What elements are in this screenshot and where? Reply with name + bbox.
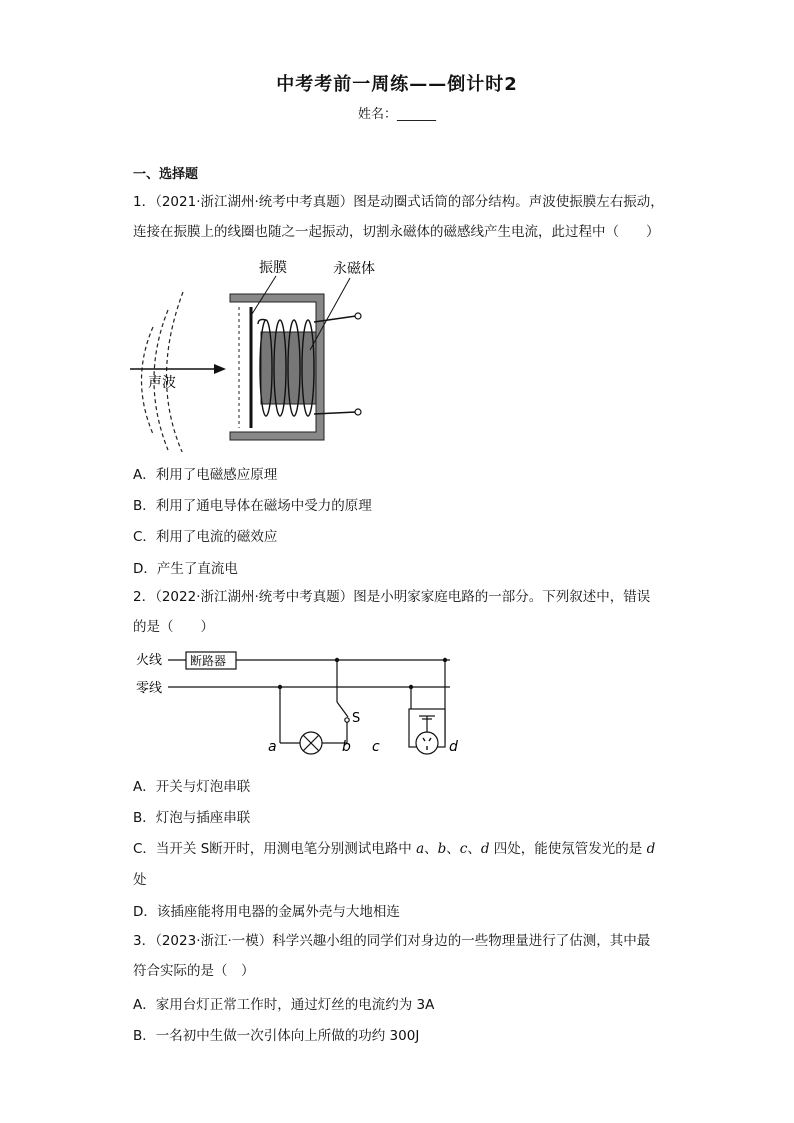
- q2-option-c[interactable]: C．当开关 S断开时，用测电笔分别测试电路中 a、b、c、d 四处，能使氖管发光的是 d: [133, 841, 656, 857]
- q2-stem-line1: 2．（2022·浙江湖州·统考中考真题）图是小明家家庭电路的一部分。下列叙述中，错误: [133, 589, 651, 605]
- point-b-label: b: [342, 739, 351, 755]
- q3-stem-line1: 3．（2023·浙江·一模）科学兴趣小组的同学们对身边的一些物理量进行了估测，其中最: [133, 933, 651, 949]
- q1-stem-line1: 1．（2021·浙江湖州·统考中考真题）图是动圈式话筒的部分结构。声波使振膜左右振动，: [133, 194, 664, 210]
- q3-stem-line2: 符合实际的是（ ）: [133, 963, 255, 979]
- diaphragm-label: 振膜: [259, 260, 287, 276]
- live-wire-label: 火线: [136, 653, 163, 668]
- magnet-label: 永磁体: [333, 261, 375, 277]
- point-d-answer: d: [646, 841, 656, 857]
- point-a-label: a: [268, 739, 277, 755]
- point-b: b: [437, 841, 447, 857]
- point-c: c: [459, 841, 468, 857]
- point-a: a: [416, 841, 425, 857]
- wave-arc-3: [167, 292, 184, 452]
- q2-option-d[interactable]: D．该插座能将用电器的金属外壳与大地相连: [133, 904, 400, 920]
- page-title: 中考考前一周练——倒计时2: [276, 74, 518, 95]
- q1-stem-line2: 连接在振膜上的线圈也随之一起振动，切割永磁体的磁感线产生电流，此过程中（ ）: [133, 224, 660, 240]
- neutral-wire-label: 零线: [136, 681, 163, 696]
- microphone-figure: [128, 252, 378, 452]
- q2-option-a[interactable]: A．开关与灯泡串联: [133, 779, 251, 795]
- circuit-figure: [130, 646, 470, 762]
- name-blank[interactable]: ______: [397, 107, 436, 122]
- q3-option-a[interactable]: A．家用台灯正常工作时，通过灯丝的电流约为 3A: [133, 997, 435, 1013]
- point-d: d: [480, 841, 490, 857]
- q1-option-b[interactable]: B．利用了通电导体在磁场中受力的原理: [133, 498, 372, 514]
- coil-terminal-top: [355, 313, 361, 319]
- coil-terminal-bottom: [355, 409, 361, 415]
- point-d-label: d: [449, 739, 458, 755]
- section-heading: 一、选择题: [133, 167, 199, 182]
- q1-option-a[interactable]: A．利用了电磁感应原理: [133, 467, 278, 483]
- q2-stem-line2: 的是（ ）: [133, 619, 214, 635]
- name-label: 姓名：: [357, 107, 397, 122]
- q2-option-c-cont: 处: [133, 872, 147, 888]
- switch-blade: [337, 702, 348, 717]
- point-c-label: c: [372, 739, 380, 755]
- wave-arrowhead: [214, 364, 226, 374]
- name-field: [0, 103, 794, 122]
- socket-icon: [416, 732, 438, 754]
- breaker-label: 断路器: [190, 654, 227, 668]
- q1-option-c[interactable]: C．利用了电流的磁效应: [133, 529, 278, 545]
- q3-option-b[interactable]: B．一名初中生做一次引体向上所做的功约 300J: [133, 1028, 420, 1044]
- switch-contact: [345, 718, 349, 722]
- switch-label: S: [352, 711, 361, 726]
- wave-label: 声波: [148, 375, 176, 391]
- q1-option-d[interactable]: D．产生了直流电: [133, 561, 238, 577]
- q2-option-b[interactable]: B．灯泡与插座串联: [133, 810, 251, 826]
